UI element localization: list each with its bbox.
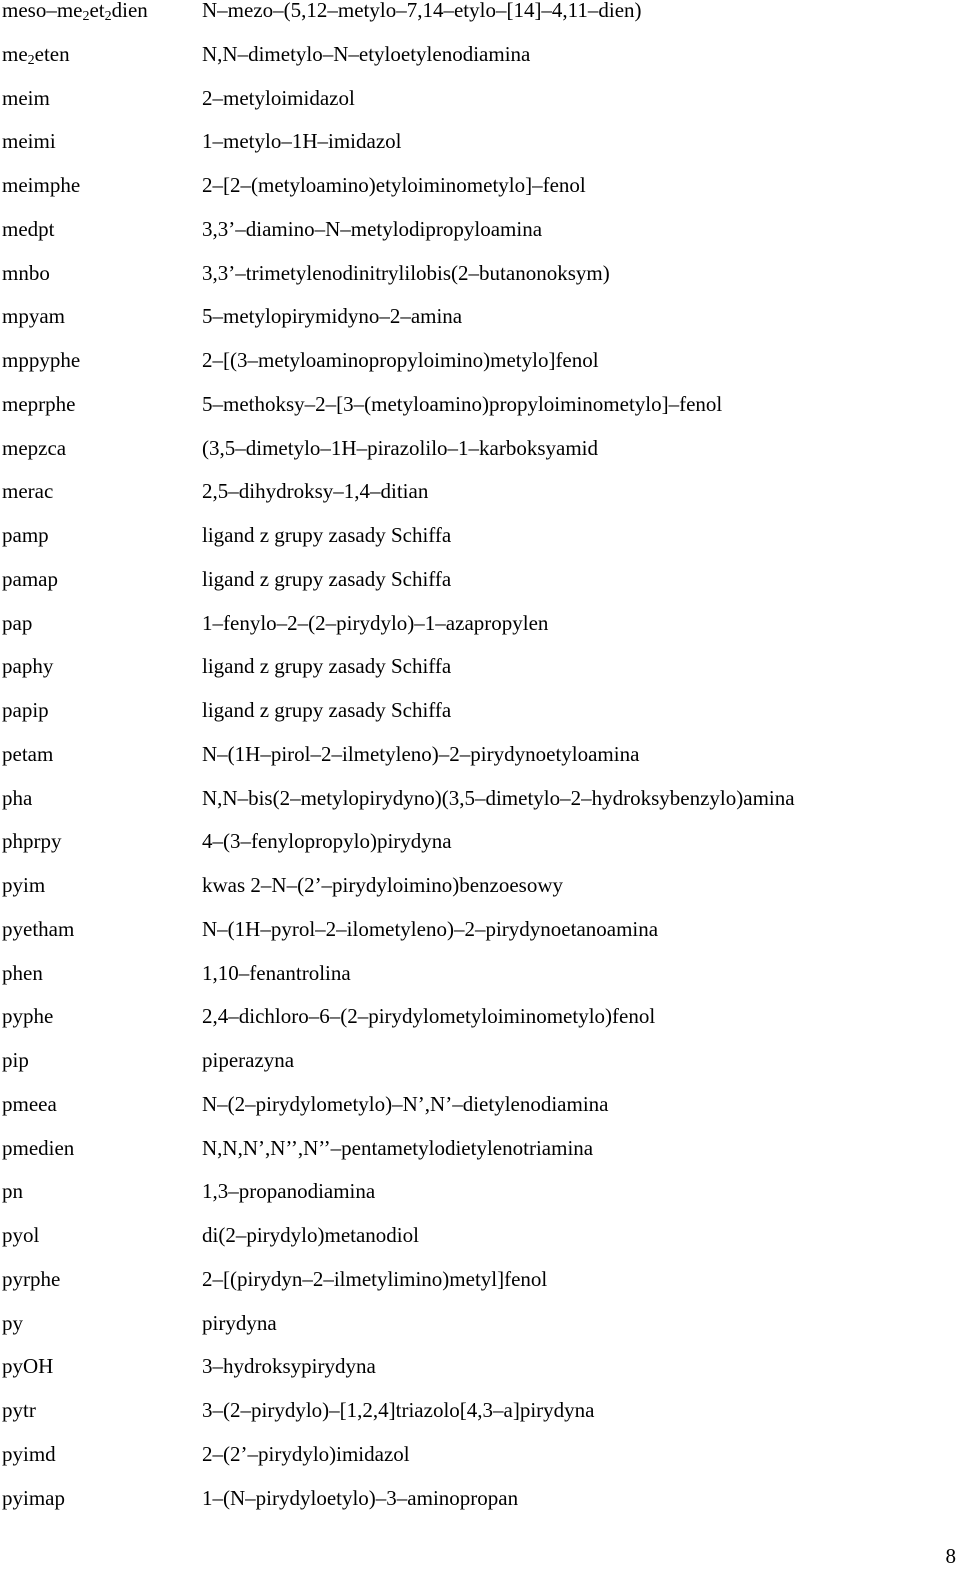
abbreviation: papip <box>2 698 49 722</box>
abbreviation: py <box>2 1310 23 1335</box>
abbreviation-row <box>0 741 960 788</box>
abbreviation: pytr <box>2 1398 36 1422</box>
abbreviation: medpt <box>2 216 55 241</box>
full-name: 5–metylopirymidyno–2–amina <box>202 304 463 329</box>
abbreviation: paphy <box>2 654 54 679</box>
full-name: pirydyna <box>202 1310 277 1335</box>
abbreviation-row <box>0 391 960 438</box>
full-name: 2,5–dihydroksy–1,4–ditian <box>202 479 429 504</box>
full-name: N,N,N’,N’’,N’’–pentametylodietylenotriamina <box>202 1135 594 1160</box>
abbreviation-row <box>0 85 960 132</box>
abbreviation-row <box>0 1485 960 1532</box>
abbreviation-row <box>0 1091 960 1138</box>
abbreviation-row <box>0 916 960 963</box>
abbreviation: pamp <box>2 523 49 547</box>
abbreviation-row <box>0 1225 960 1269</box>
abbreviation-row <box>0 700 960 744</box>
full-name: 2–[(pirydyn–2–ilmetylimino)metyl]fenol <box>202 1266 548 1291</box>
abbreviation-row <box>0 1135 960 1182</box>
full-name: 2–(2’–pirydylo)imidazol <box>202 1441 410 1466</box>
abbreviation-row <box>0 1006 960 1050</box>
full-name: 1–(N–pirydyloetylo)–3–aminopropan <box>202 1485 519 1510</box>
abbreviation-row <box>0 131 960 175</box>
abbreviation-row <box>0 610 960 657</box>
full-name: 2–metyloimidazol <box>202 85 355 110</box>
full-name: 1–metylo–1H–imidazol <box>202 129 402 154</box>
abbreviation-row <box>0 875 960 919</box>
abbreviation-row <box>0 1400 960 1444</box>
abbreviation: pmeea <box>2 1091 57 1116</box>
full-name: 3–(2–pirydylo)–[1,2,4]triazolo[4,3–a]pirydyna <box>202 1398 595 1422</box>
full-name: ligand z grupy zasady Schiffa <box>202 654 452 679</box>
full-name: 1–fenylo–2–(2–pirydylo)–1–azapropylen <box>202 610 549 635</box>
abbreviation-row <box>0 1356 960 1400</box>
full-name: 1,10–fenantrolina <box>202 960 351 985</box>
abbreviation-row <box>0 525 960 569</box>
full-name: ligand z grupy zasady Schiffa <box>202 523 452 547</box>
abbreviation: meso–$me_2et_2dien$ <box>2 0 148 24</box>
full-name: N–(1H–pyrol–2–ilometyleno)–2–pirydynoetanoamina <box>202 916 659 941</box>
abbreviation-row <box>0 175 960 219</box>
abbreviation: meimi <box>2 129 56 154</box>
full-name: N–mezo–(5,12–metylo–7,14–etylo–[14]–4,11–dien) <box>202 0 642 22</box>
full-name: ligand z grupy zasady Schiffa <box>202 698 452 722</box>
full-name: 5–methoksy–2–[3–(metyloamino)propyloiminometylo]–fenol <box>202 391 723 416</box>
full-name: 3,3’–diamino–N–metylodipropyloamina <box>202 216 543 241</box>
abbreviation: petam <box>2 741 54 766</box>
abbreviation-row <box>0 0 960 44</box>
abbreviation: mepzca <box>2 435 67 460</box>
abbreviation: pyetham <box>2 916 75 941</box>
full-name: 3,3’–trimetylenodinitrylilobis(2–butanonoksym) <box>202 260 610 285</box>
full-name: N,N–bis(2–metylopirydyno)(3,5–dimetylo–2–hydroksybenzylo)amina <box>202 785 795 810</box>
abbreviation-row <box>0 1310 960 1357</box>
abbreviation: meimphe <box>2 173 81 197</box>
full-name: kwas 2–N–(2’–pirydyloimino)benzoesowy <box>202 873 564 897</box>
abbreviation: pap <box>2 610 33 635</box>
full-name: N,N–dimetylo–N–etyloetylenodiamina <box>202 41 531 66</box>
abbreviation-row <box>0 1050 960 1094</box>
abbreviation: pyol <box>2 1223 40 1247</box>
full-name: 4–(3–fenylopropylo)pirydyna <box>202 829 452 854</box>
full-name: ligand z grupy zasady Schiffa <box>202 566 452 591</box>
full-name: 2–[(3–metyloaminopropyloimino)metylo]fenol <box>202 348 599 372</box>
abbreviation-row <box>0 785 960 832</box>
abbreviation-row <box>0 1181 960 1225</box>
full-name: 2,4–dichloro–6–(2–pirydylometyloiminometylo)fenol <box>202 1004 656 1029</box>
abbreviation: mnbo <box>2 260 50 285</box>
abbreviation: phen <box>2 960 43 985</box>
abbreviation: pyimd <box>2 1441 56 1466</box>
abbreviation: pyimap <box>2 1485 65 1510</box>
abbreviation-row <box>0 481 960 525</box>
abbreviation-row <box>0 1441 960 1488</box>
abbreviation: pn <box>2 1179 23 1204</box>
full-name: 3–hydroksypirydyna <box>202 1354 376 1379</box>
abbreviation: pmedien <box>2 1135 75 1160</box>
abbreviation: pha <box>2 785 33 810</box>
abbreviation-row <box>0 306 960 350</box>
abbreviation-row <box>0 260 960 307</box>
abbreviation-row <box>0 216 960 263</box>
abbreviation: mppyphe <box>2 348 81 372</box>
abbreviation: pyrphe <box>2 1266 61 1291</box>
abbreviation-row <box>0 960 960 1007</box>
abbreviation: pyOH <box>2 1354 54 1379</box>
full-name: (3,5–dimetylo–1H–pirazolilo–1–karboksyamid <box>202 435 599 460</box>
abbreviation: pip <box>2 1048 29 1072</box>
abbreviation: mpyam <box>2 304 65 329</box>
full-name: piperazyna <box>202 1048 295 1072</box>
abbreviation: phprpy <box>2 829 62 854</box>
abbreviation: pamap <box>2 566 58 591</box>
abbreviation: $me_2eten$ <box>2 41 70 68</box>
full-name: N–(1H–pirol–2–ilmetyleno)–2–pirydynoetyloamina <box>202 741 640 766</box>
abbreviation: meim <box>2 85 50 110</box>
page-number: 8 <box>945 1544 956 1568</box>
abbreviation-row <box>0 831 960 875</box>
abbreviation-row <box>0 350 960 394</box>
full-name: 1,3–propanodiamina <box>202 1179 376 1204</box>
full-name: N–(2–pirydylometylo)–N’,N’–dietylenodiamina <box>202 1091 609 1116</box>
full-name: di(2–pirydylo)metanodiol <box>202 1223 419 1247</box>
abbreviation-row <box>0 1266 960 1313</box>
abbreviation-row <box>0 435 960 482</box>
abbreviation: pyphe <box>2 1004 54 1029</box>
abbreviation-row <box>0 41 960 88</box>
abbreviation-row <box>0 656 960 700</box>
abbreviation: merac <box>2 479 54 504</box>
abbreviation: pyim <box>2 873 46 897</box>
abbreviation-row <box>0 566 960 613</box>
abbreviation: meprphe <box>2 391 76 416</box>
full-name: 2–[2–(metyloamino)etyloiminometylo]–fenol <box>202 173 586 197</box>
